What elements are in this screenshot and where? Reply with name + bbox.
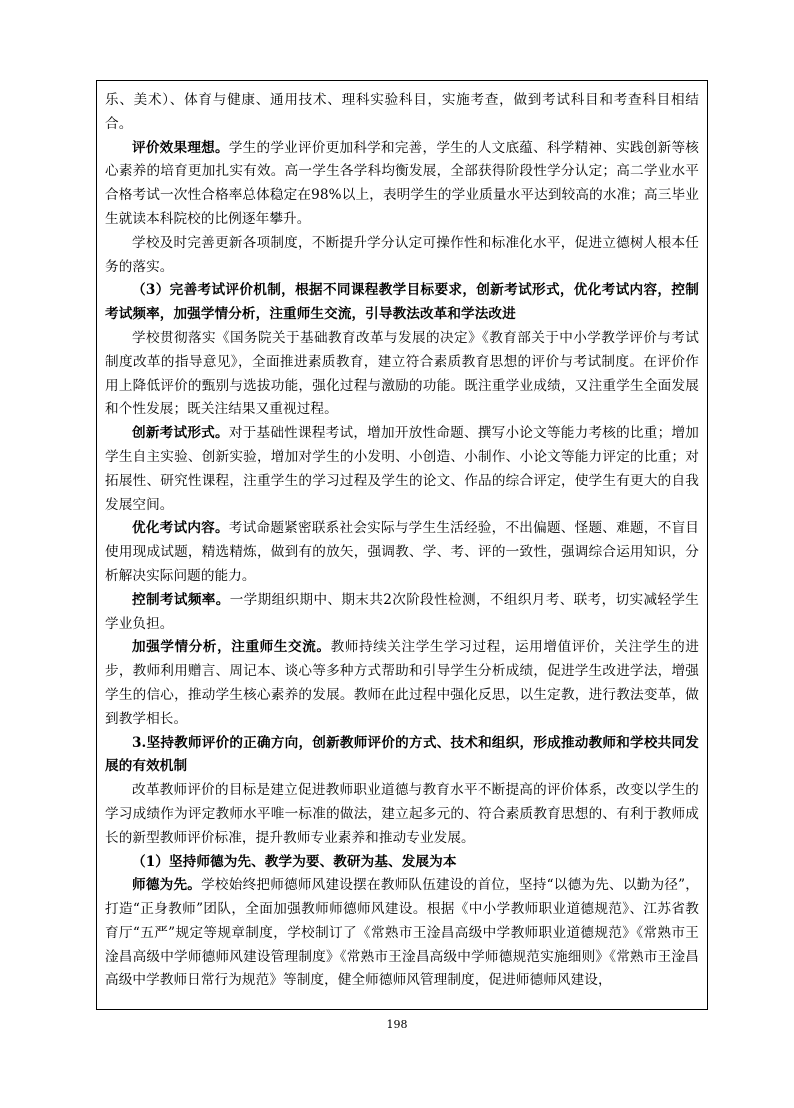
paragraph-9: 加强学情分析，注重师生交流。教师持续关注学生学习过程，运用增值评价，关注学生的进步，教师利用赠言、周记本、谈心等多种方式帮助和引导学生分析成绩，促进学生改进学法，增强学生的信心，推动学生核心素养的发展。教师在此过程中强化反思，以生定教，进行教法变革，做到教学相长。 bbox=[105, 639, 699, 727]
paragraph-7: 优化考试内容。考试命题紧密联系社会实际与学生生活经验，不出偏题、怪题、难题，不盲目使用现成试题，精选精炼，做到有的放矢，强调教、学、考、评的一致性，强调综合运用知识，分析解决实际问题的能力。 bbox=[105, 520, 699, 584]
paragraph-5: 学校贯彻落实《国务院关于基础教育改革与发展的决定》《教育部关于中小学教学评价与考试制度改革的指导意见》，全面推进素质教育，建立符合素质教育思想的评价与考试制度。在评价作用上降低评价的甄别与选拔功能，强化过程与激励的功能。既注重学业成绩，又注重学生全面发展和个性发展；既关注结果又重视过程。 bbox=[105, 329, 699, 418]
paragraph-6: 创新考试形式。对于基础性课程考试，增加开放性命题、撰写小论文等能力考核的比重；增加学生自主实验、创新实验，增加对学生的小发明、小创造、小制作、小论文等能力评定的比重；对拓展性、研究性课程，注重学生的学习过程及学生的论文、作品的综合评定，使学生有更大的自我发展空间。 bbox=[105, 425, 699, 513]
page-number: 198 bbox=[386, 1018, 408, 1031]
section-heading-3: （3）完善考试评价机制，根据不同课程教学目标要求，创新考试形式，优化考试内容，控制考试频率，加强学情分析，注重师生交流，引导教法改革和学法改进 bbox=[105, 282, 699, 323]
paragraph-2: 评价效果理想。学生的学业评价更加科学和完善，学生的人文底蕴、科学精神、实践创新等核心素养的培育更加扎实有效。高一学生各学科均衡发展，全部获得阶段性学分认定；高二学业水平合格考试一次性合格率总体稳定在98%以上，表明学生的学业质量水平达到较高的水准；高三毕业生就读本科院校的比例逐年攀升。 bbox=[105, 139, 699, 227]
paragraph-11: 改革教师评价的目标是建立促进教师职业道德与教育水平不断提高的评价体系，改变以学生的学习成绩作为评定教师水平唯一标准的做法，建立起多元的、符合素质教育思想的、有利于教师成长的新型教师评价标准，提升教师专业素养和推动专业发展。 bbox=[105, 782, 699, 846]
paragraph-8: 控制考试频率。一学期组织期中、期末共2次阶段性检测，不组织月考、联考，切实减轻学生学业负担。 bbox=[105, 591, 700, 632]
section-heading-1: （1）坚持师德为先、教学为要、教研为基、发展为本 bbox=[132, 853, 457, 870]
document-frame bbox=[96, 80, 708, 1010]
paragraph-3: 学校及时完善更新各项制度，不断提升学分认定可操作性和标准化水平，促进立德树人根本任务的落实。 bbox=[105, 234, 699, 275]
section-heading-teacher-evaluation: 3.坚持教师评价的正确方向，创新教师评价的方式、技术和组织，形成推动教师和学校共同发展的有效机制 bbox=[105, 734, 699, 775]
paragraph-13: 师德为先。学校始终把师德师风建设摆在教师队伍建设的首位，坚持“以德为先、以勤为径”，打造“正身教师”团队，全面加强教师师德师风建设。根据《中小学教师职业道德规范》、江苏省教育厅“五严”规定等规章制度，学校制订了《常熟市王淦昌高级中学教师职业道德规范》《常熟市王淦昌高级中学师德师风建设管理制度》《常熟市王淦昌高级中学师德规范实施细则》《常熟市王淦昌高级中学教师日常行为规范》等制度，健全师德师风管理制度，促进师德师风建设， bbox=[105, 877, 700, 989]
paragraph-1: 乐、美术）、体育与健康、通用技术、理科实验科目，实施考查，做到考试科目和考查科目相结合。 bbox=[105, 92, 699, 132]
